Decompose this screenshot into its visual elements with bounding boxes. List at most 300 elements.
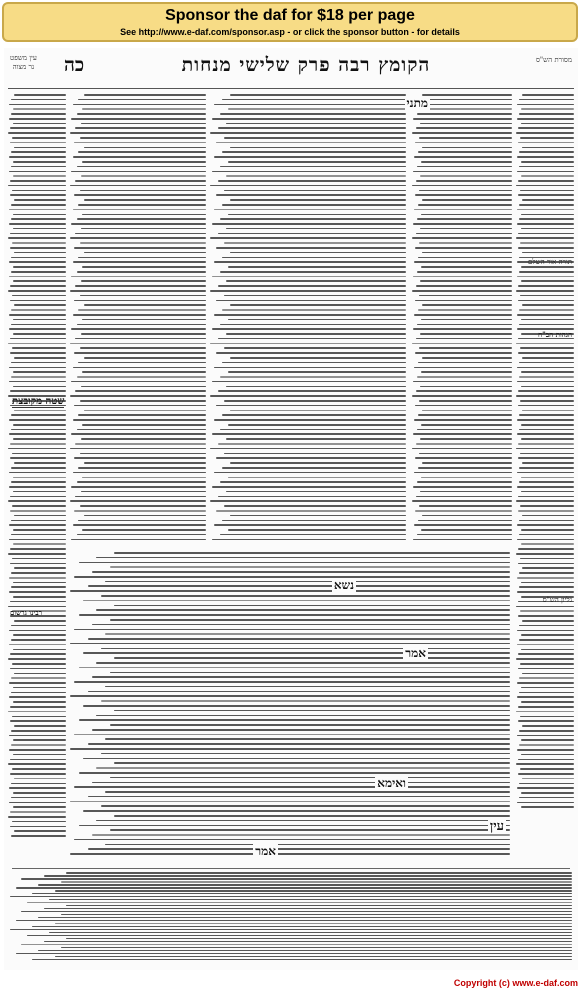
text-line <box>70 395 206 397</box>
text-line <box>521 123 574 125</box>
copyright-link[interactable]: Copyright (c) www.e-daf.com <box>453 978 578 988</box>
text-line <box>216 142 406 144</box>
text-line <box>82 319 206 321</box>
text-line <box>9 472 66 474</box>
text-line <box>13 477 66 479</box>
text-line <box>210 132 406 134</box>
text-line <box>82 371 206 373</box>
text-line <box>413 223 512 225</box>
text-line <box>8 711 66 713</box>
text-line <box>517 472 574 474</box>
text-line <box>12 242 66 244</box>
text-line <box>214 104 406 106</box>
text-line <box>14 567 66 569</box>
text-line <box>521 701 574 703</box>
text-line <box>14 515 66 517</box>
text-line <box>70 132 206 134</box>
text-line <box>420 491 512 493</box>
text-line <box>55 923 572 925</box>
text-line <box>96 557 510 559</box>
text-line <box>220 376 406 378</box>
lower-commentary-block <box>70 552 510 864</box>
text-line <box>70 343 206 345</box>
text-line <box>212 381 406 383</box>
text-line <box>10 720 66 722</box>
text-line <box>413 328 512 330</box>
text-line <box>412 448 512 450</box>
text-line <box>222 467 406 469</box>
text-line <box>520 505 574 507</box>
text-line <box>210 343 406 345</box>
text-line <box>10 285 66 287</box>
text-line <box>519 677 574 679</box>
text-line <box>222 204 406 206</box>
text-line <box>8 343 66 345</box>
text-line <box>418 309 512 311</box>
text-line <box>214 314 406 316</box>
text-line <box>73 314 206 316</box>
text-line <box>71 433 206 435</box>
text-line <box>522 252 574 254</box>
text-line <box>84 252 206 254</box>
text-line <box>12 821 66 823</box>
text-line <box>11 520 66 522</box>
text-line <box>517 735 574 737</box>
text-line <box>21 878 572 880</box>
text-line <box>71 328 206 330</box>
text-line <box>420 438 512 440</box>
text-line <box>517 630 574 632</box>
text-line <box>13 596 66 598</box>
gemara-word-veima: ואימא <box>377 776 406 790</box>
text-line <box>417 166 512 168</box>
text-line <box>228 424 406 426</box>
text-line <box>14 304 66 306</box>
text-line <box>224 190 406 192</box>
text-line <box>75 127 206 129</box>
text-line <box>21 944 572 946</box>
text-line <box>519 534 574 536</box>
text-line <box>220 218 406 220</box>
text-line <box>416 443 512 445</box>
text-line <box>9 539 66 541</box>
text-line <box>224 453 406 455</box>
text-line <box>13 701 66 703</box>
text-line <box>61 881 572 883</box>
text-line <box>101 595 510 597</box>
text-line <box>9 261 66 263</box>
text-line <box>9 104 66 106</box>
text-line <box>32 926 572 928</box>
text-line <box>83 600 510 602</box>
text-line <box>11 151 66 153</box>
text-line <box>412 290 512 292</box>
text-line <box>78 99 206 101</box>
text-line <box>518 233 574 235</box>
text-line <box>519 639 574 641</box>
text-line <box>216 300 406 302</box>
text-line <box>516 132 574 134</box>
text-line <box>226 386 406 388</box>
text-line <box>11 586 66 588</box>
left-margin-column <box>8 94 66 854</box>
text-line <box>519 204 574 206</box>
text-line <box>81 280 206 282</box>
text-line <box>522 620 574 622</box>
text-line <box>520 663 574 665</box>
text-line <box>517 577 574 579</box>
text-line <box>79 772 510 774</box>
text-line <box>13 543 66 545</box>
text-line <box>8 290 66 292</box>
text-line <box>418 362 512 364</box>
text-line <box>10 668 66 670</box>
text-line <box>38 917 572 919</box>
text-line <box>220 113 406 115</box>
text-line <box>521 386 574 388</box>
text-line <box>230 304 406 306</box>
text-line <box>517 787 574 789</box>
text-line <box>521 529 574 531</box>
ein-mishpat-label <box>10 54 37 72</box>
text-line <box>224 505 406 507</box>
text-line <box>520 190 574 192</box>
text-line <box>216 247 406 249</box>
text-line <box>11 414 66 416</box>
text-line <box>521 228 574 230</box>
sponsor-banner[interactable] <box>2 2 578 42</box>
text-line <box>519 625 574 627</box>
text-line <box>216 457 406 459</box>
text-line <box>55 890 572 892</box>
text-line <box>8 763 66 765</box>
text-line <box>16 920 572 922</box>
text-line <box>418 257 512 259</box>
text-line <box>27 902 572 904</box>
text-line <box>8 237 66 239</box>
text-line <box>80 295 206 297</box>
text-line <box>74 142 206 144</box>
text-line <box>518 668 574 670</box>
text-line <box>414 367 512 369</box>
text-line <box>9 209 66 211</box>
text-line <box>419 347 512 349</box>
text-line <box>521 739 574 741</box>
text-line <box>11 467 66 469</box>
text-line <box>9 630 66 632</box>
text-line <box>80 347 206 349</box>
text-line <box>70 853 510 855</box>
text-line <box>522 725 574 727</box>
text-line <box>518 247 574 249</box>
text-line <box>228 108 406 110</box>
text-line <box>9 682 66 684</box>
text-line <box>414 209 512 211</box>
text-line <box>8 185 66 187</box>
text-line <box>216 194 406 196</box>
text-line <box>82 161 206 163</box>
text-line <box>521 424 574 426</box>
text-line <box>522 357 574 359</box>
text-line <box>521 806 574 808</box>
text-line <box>110 829 510 831</box>
text-line <box>96 662 510 664</box>
text-line <box>10 548 66 550</box>
text-line <box>518 405 574 407</box>
text-line <box>9 696 66 698</box>
text-line <box>518 510 574 512</box>
text-line <box>228 529 406 531</box>
text-line <box>70 448 206 450</box>
text-line <box>212 486 406 488</box>
text-line <box>220 324 406 326</box>
text-line <box>11 204 66 206</box>
text-line <box>417 376 512 378</box>
text-line <box>8 132 66 134</box>
text-line <box>519 113 574 115</box>
text-line <box>74 576 510 578</box>
text-line <box>9 314 66 316</box>
text-line <box>9 735 66 737</box>
text-line <box>14 147 66 149</box>
text-line <box>88 638 510 640</box>
text-line <box>11 677 66 679</box>
text-line <box>518 285 574 287</box>
text-line <box>9 367 66 369</box>
text-line <box>517 223 574 225</box>
text-line <box>417 429 512 431</box>
text-line <box>66 872 572 874</box>
text-line <box>519 744 574 746</box>
text-line <box>74 786 510 788</box>
text-line <box>224 242 406 244</box>
text-line <box>517 486 574 488</box>
text-line <box>413 276 512 278</box>
text-line <box>412 343 512 345</box>
text-line <box>518 352 574 354</box>
text-line <box>518 457 574 459</box>
text-line <box>210 185 406 187</box>
text-line <box>73 156 206 158</box>
text-line <box>9 223 66 225</box>
daf-number: כה <box>64 54 85 76</box>
text-line <box>218 390 406 392</box>
right-margin-label-2: הגהות הב"ח <box>537 330 572 339</box>
text-line <box>415 352 512 354</box>
text-line <box>520 400 574 402</box>
text-line <box>38 950 572 952</box>
text-line <box>521 280 574 282</box>
text-line <box>9 591 66 593</box>
text-line <box>412 500 512 502</box>
text-line <box>519 376 574 378</box>
text-line <box>516 553 574 555</box>
text-line <box>516 343 574 345</box>
text-line <box>82 529 206 531</box>
text-line <box>84 515 206 517</box>
text-line <box>78 520 206 522</box>
text-line <box>11 166 66 168</box>
footnote-rule <box>12 868 570 869</box>
text-line <box>230 357 406 359</box>
right-margin-label-1: תורה אור השלם <box>527 258 572 266</box>
text-line <box>11 783 66 785</box>
text-line <box>518 127 574 129</box>
text-line <box>10 194 66 196</box>
text-line <box>517 209 574 211</box>
text-line <box>11 639 66 641</box>
text-line <box>516 237 574 239</box>
text-line <box>416 285 512 287</box>
text-line <box>422 462 512 464</box>
text-line <box>416 390 512 392</box>
text-line <box>516 711 574 713</box>
text-line <box>92 782 510 784</box>
gemara-word-amar: אמר <box>405 646 426 660</box>
text-line <box>416 127 512 129</box>
text-line <box>78 309 206 311</box>
text-line <box>522 673 574 675</box>
text-line <box>517 276 574 278</box>
text-line <box>10 826 66 828</box>
text-line <box>82 424 206 426</box>
text-line <box>110 724 510 726</box>
text-line <box>92 571 510 573</box>
sponsor-subtitle[interactable]: See http://www.e-daf.com/sponsor.asp - or click the sponsor button - for details <box>120 27 460 37</box>
text-line <box>521 543 574 545</box>
text-line <box>413 433 512 435</box>
text-line <box>230 462 406 464</box>
text-line <box>218 233 406 235</box>
text-line <box>114 605 510 607</box>
text-line <box>11 797 66 799</box>
text-line <box>519 467 574 469</box>
text-line <box>413 381 512 383</box>
text-line <box>74 510 206 512</box>
text-line <box>49 899 572 901</box>
text-line <box>222 414 406 416</box>
text-line <box>88 848 510 850</box>
text-line <box>212 118 406 120</box>
text-line <box>520 347 574 349</box>
left-margin-label-1: רבינו גרשום <box>10 608 43 617</box>
text-line <box>517 433 574 435</box>
text-line <box>10 929 572 931</box>
text-line <box>70 801 510 803</box>
text-line <box>230 252 406 254</box>
text-line <box>74 247 206 249</box>
footnotes-block <box>10 872 572 964</box>
text-line <box>220 271 406 273</box>
text-line <box>417 481 512 483</box>
text-line <box>519 692 574 694</box>
text-line <box>14 94 66 96</box>
text-line <box>75 285 206 287</box>
text-line <box>9 524 66 526</box>
text-line <box>79 667 510 669</box>
text-line <box>214 367 406 369</box>
text-line <box>230 410 406 412</box>
text-line <box>16 953 572 955</box>
text-line <box>218 338 406 340</box>
text-line <box>417 534 512 536</box>
text-line <box>214 524 406 526</box>
text-line <box>81 175 206 177</box>
text-line <box>521 582 574 584</box>
text-line <box>14 199 66 201</box>
text-line <box>82 214 206 216</box>
rashi-column <box>412 94 512 548</box>
text-line <box>518 300 574 302</box>
text-line <box>13 228 66 230</box>
text-line <box>55 956 572 958</box>
text-line <box>74 457 206 459</box>
text-line <box>518 180 574 182</box>
text-line <box>517 419 574 421</box>
text-line <box>517 682 574 684</box>
text-line <box>224 295 406 297</box>
text-line <box>96 767 510 769</box>
text-line <box>418 520 512 522</box>
text-line <box>73 472 206 474</box>
text-line <box>417 113 512 115</box>
text-line <box>224 137 406 139</box>
text-line <box>220 166 406 168</box>
text-line <box>77 324 206 326</box>
text-line <box>12 558 66 560</box>
text-line <box>519 429 574 431</box>
text-line <box>77 113 206 115</box>
text-line <box>114 710 510 712</box>
text-line <box>519 99 574 101</box>
text-line <box>11 218 66 220</box>
text-line <box>79 614 510 616</box>
text-line <box>518 548 574 550</box>
text-line <box>519 572 574 574</box>
text-line <box>519 730 574 732</box>
text-line <box>10 247 66 249</box>
text-line <box>114 552 510 554</box>
text-line <box>11 572 66 574</box>
text-line <box>421 371 512 373</box>
text-line <box>521 634 574 636</box>
text-line <box>212 433 406 435</box>
text-line <box>220 429 406 431</box>
text-line <box>518 706 574 708</box>
text-line <box>11 730 66 732</box>
text-line <box>16 887 572 889</box>
text-line <box>517 591 574 593</box>
text-line <box>210 237 406 239</box>
text-line <box>419 242 512 244</box>
sponsor-title[interactable]: Sponsor the daf for $18 per page <box>165 7 415 24</box>
text-line <box>226 438 406 440</box>
text-line <box>517 314 574 316</box>
text-line <box>14 725 66 727</box>
text-line <box>82 266 206 268</box>
text-line <box>418 414 512 416</box>
text-line <box>88 743 510 745</box>
text-line <box>418 151 512 153</box>
text-line <box>12 347 66 349</box>
text-line <box>88 796 510 798</box>
text-line <box>70 500 206 502</box>
text-line <box>10 759 66 761</box>
text-line <box>75 180 206 182</box>
text-line <box>516 290 574 292</box>
text-line <box>218 180 406 182</box>
text-line <box>516 500 574 502</box>
